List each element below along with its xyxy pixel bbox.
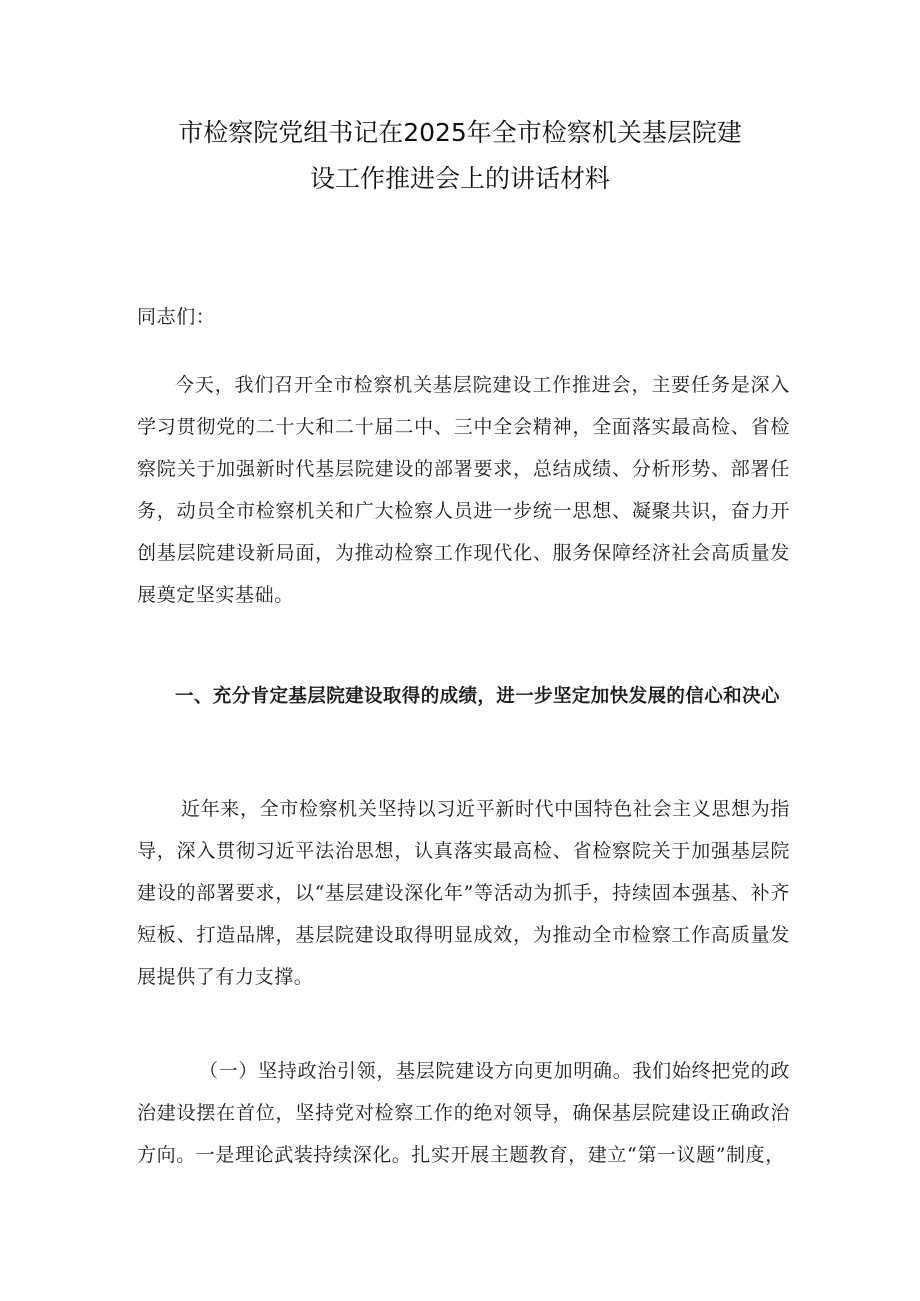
salutation: 同志们： xyxy=(137,306,216,328)
title-line-1: 市检察院党组书记在2025年全市检察机关基层院建 xyxy=(178,118,742,147)
paragraph-intro: 今天，我们召开全市检察机关基层院建设工作推进会，主要任务是深入学习贯彻党的二十大和二十届二中、三中全会精神，全面落实最高检、省检察院关于加强新时代基层院建设的部署要求，总结成绩、分析形势、部署任务，动员全市检察机关和广大检察人员进一步统一思想、凝聚共识，奋力开创基层院建设新局面，为推动检察工作现代化、服务保障经济社会高质量发展奠定坚实基础。 xyxy=(137,374,790,606)
title-line-2: 设工作推进会上的讲话材料 xyxy=(309,164,610,193)
paragraph-political-guidance: （一）坚持政治引领，基层院建设方向更加明确。我们始终把党的政治建设摆在首位，坚持党对检察工作的绝对领导，确保基层院建设正确政治方向。一是理论武装持续深化。扎实开展主题教育，建立“第一议题”制度， xyxy=(137,1060,790,1166)
section-heading-1: 一、充分肯定基层院建设取得的成绩，进一步坚定加快发展的信心和决心 xyxy=(175,686,780,707)
paragraph-achievements: 近年来，全市检察机关坚持以习近平新时代中国特色社会主义思想为指导，深入贯彻习近平法治思想，认真落实最高检、省检察院关于加强基层院建设的部署要求，以“基层建设深化年”等活动为抓手，持续固本强基、补齐短板、打造品牌，基层院建设取得明显成效，为推动全市检察工作高质量发展提供了有力支撑。 xyxy=(137,798,790,988)
document-title xyxy=(130,110,790,202)
